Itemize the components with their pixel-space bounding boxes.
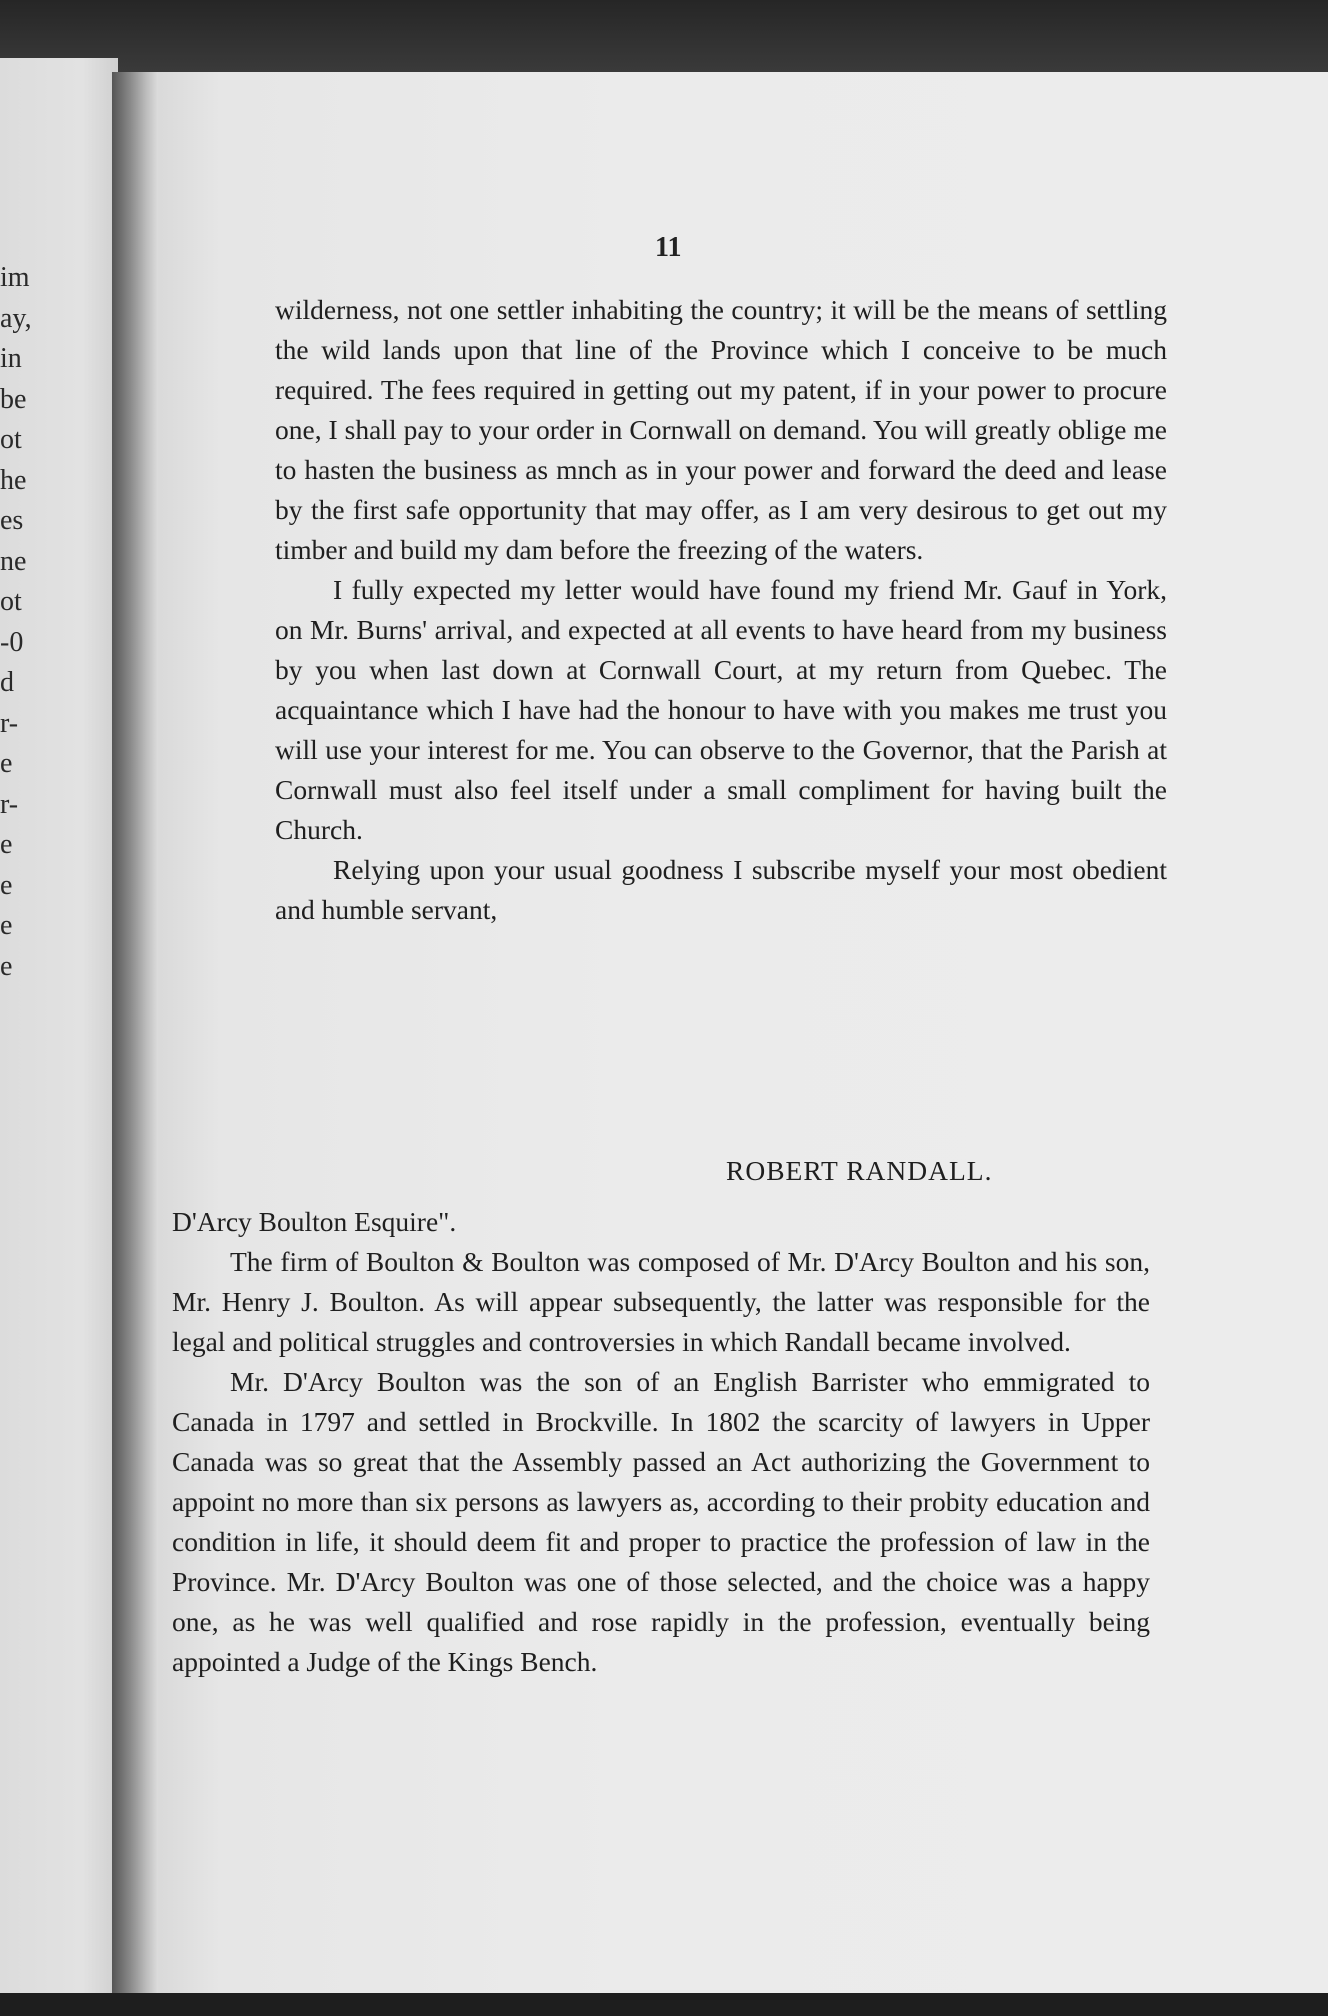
scan-top-border bbox=[0, 0, 1328, 72]
fragment: e bbox=[0, 829, 13, 860]
signature: ROBERT RANDALL. bbox=[726, 1155, 993, 1186]
fragment: in bbox=[0, 343, 22, 374]
facing-page-text-fragments bbox=[0, 258, 40, 987]
fragment: e bbox=[0, 910, 13, 941]
narrative-paragraph-1: The firm of Boulton & Boulton was composed of Mr. D'Arcy Boulton and his son, Mr. Henry J. Boulton. As will appear subsequently, the latter was responsible for the legal and political struggles and controversies in which Randall became involved. bbox=[172, 1246, 1150, 1357]
letter-body bbox=[275, 290, 1167, 930]
fragment: e bbox=[0, 748, 13, 779]
fragment: he bbox=[0, 464, 27, 496]
fragment: d bbox=[0, 667, 14, 698]
fragment: be bbox=[0, 383, 27, 415]
letter-paragraph-2: I fully expected my letter would have found my friend Mr. Gauf in York, on Mr. Burns' arrival, and expected at all events to have heard from my business by you when last down at Cornwall Court, at my return from Quebec. The acquaintance which I have had the honour to have with you makes me trust you will use your interest for me. You can observe to the Governor, that the Parish at Cornwall must also feel itself under a small compliment for having built the Church. bbox=[275, 574, 1167, 845]
page-number: 11 bbox=[655, 232, 682, 263]
fragment: ot bbox=[0, 424, 22, 455]
scan-bottom-border bbox=[0, 1993, 1328, 2016]
fragment: r- bbox=[0, 707, 19, 739]
fragment: r- bbox=[0, 788, 19, 820]
fragment: e bbox=[0, 950, 13, 982]
addressee-line: D'Arcy Boulton Esquire". bbox=[172, 1206, 457, 1237]
fragment: e bbox=[0, 869, 13, 901]
letter-paragraph-3: Relying upon your usual goodness I subscribe myself your most obedient and humble servant, bbox=[275, 854, 1167, 925]
fragment: ay, bbox=[0, 302, 32, 334]
narrative-paragraph-2: Mr. D'Arcy Boulton was the son of an English Barrister who emmigrated to Canada in 1797 and settled in Brockville. In 1802 the scarcity of lawyers in Upper Canada was so great that the Assembly passed an Act authorizing the Government to appoint no more than six persons as lawyers as, according to their probity education and condition in life, it should deem fit and proper to practice the profession of law in the Province. Mr. D'Arcy Boulton was one of those selected, and the choice was a happy one, as he was well qualified and rose rapidly in the profession, eventually being appointed a Judge of the Kings Bench. bbox=[172, 1366, 1150, 1677]
fragment: im bbox=[0, 262, 30, 293]
fragment: -0 bbox=[0, 626, 24, 658]
fragment: es bbox=[0, 505, 24, 536]
letter-paragraph-1: wilderness, not one settler inhabiting the country; it will be the means of settling the wild lands upon that line of the Province which I conceive to be much required. The fees required in getting out my patent, if in your power to procure one, I shall pay to your order in Cornwall on demand. You will greatly oblige me to hasten the business as mnch as in your power and forward the deed and lease by the first safe opportunity that may offer, as I am very desirous to get out my timber and build my dam before the freezing of the waters. bbox=[275, 294, 1167, 565]
facing-page-edge bbox=[0, 58, 118, 1993]
fragment: ne bbox=[0, 545, 27, 577]
fragment: ot bbox=[0, 586, 22, 617]
narrative-body bbox=[172, 1202, 1150, 1682]
book-gutter-shadow bbox=[112, 72, 158, 2002]
